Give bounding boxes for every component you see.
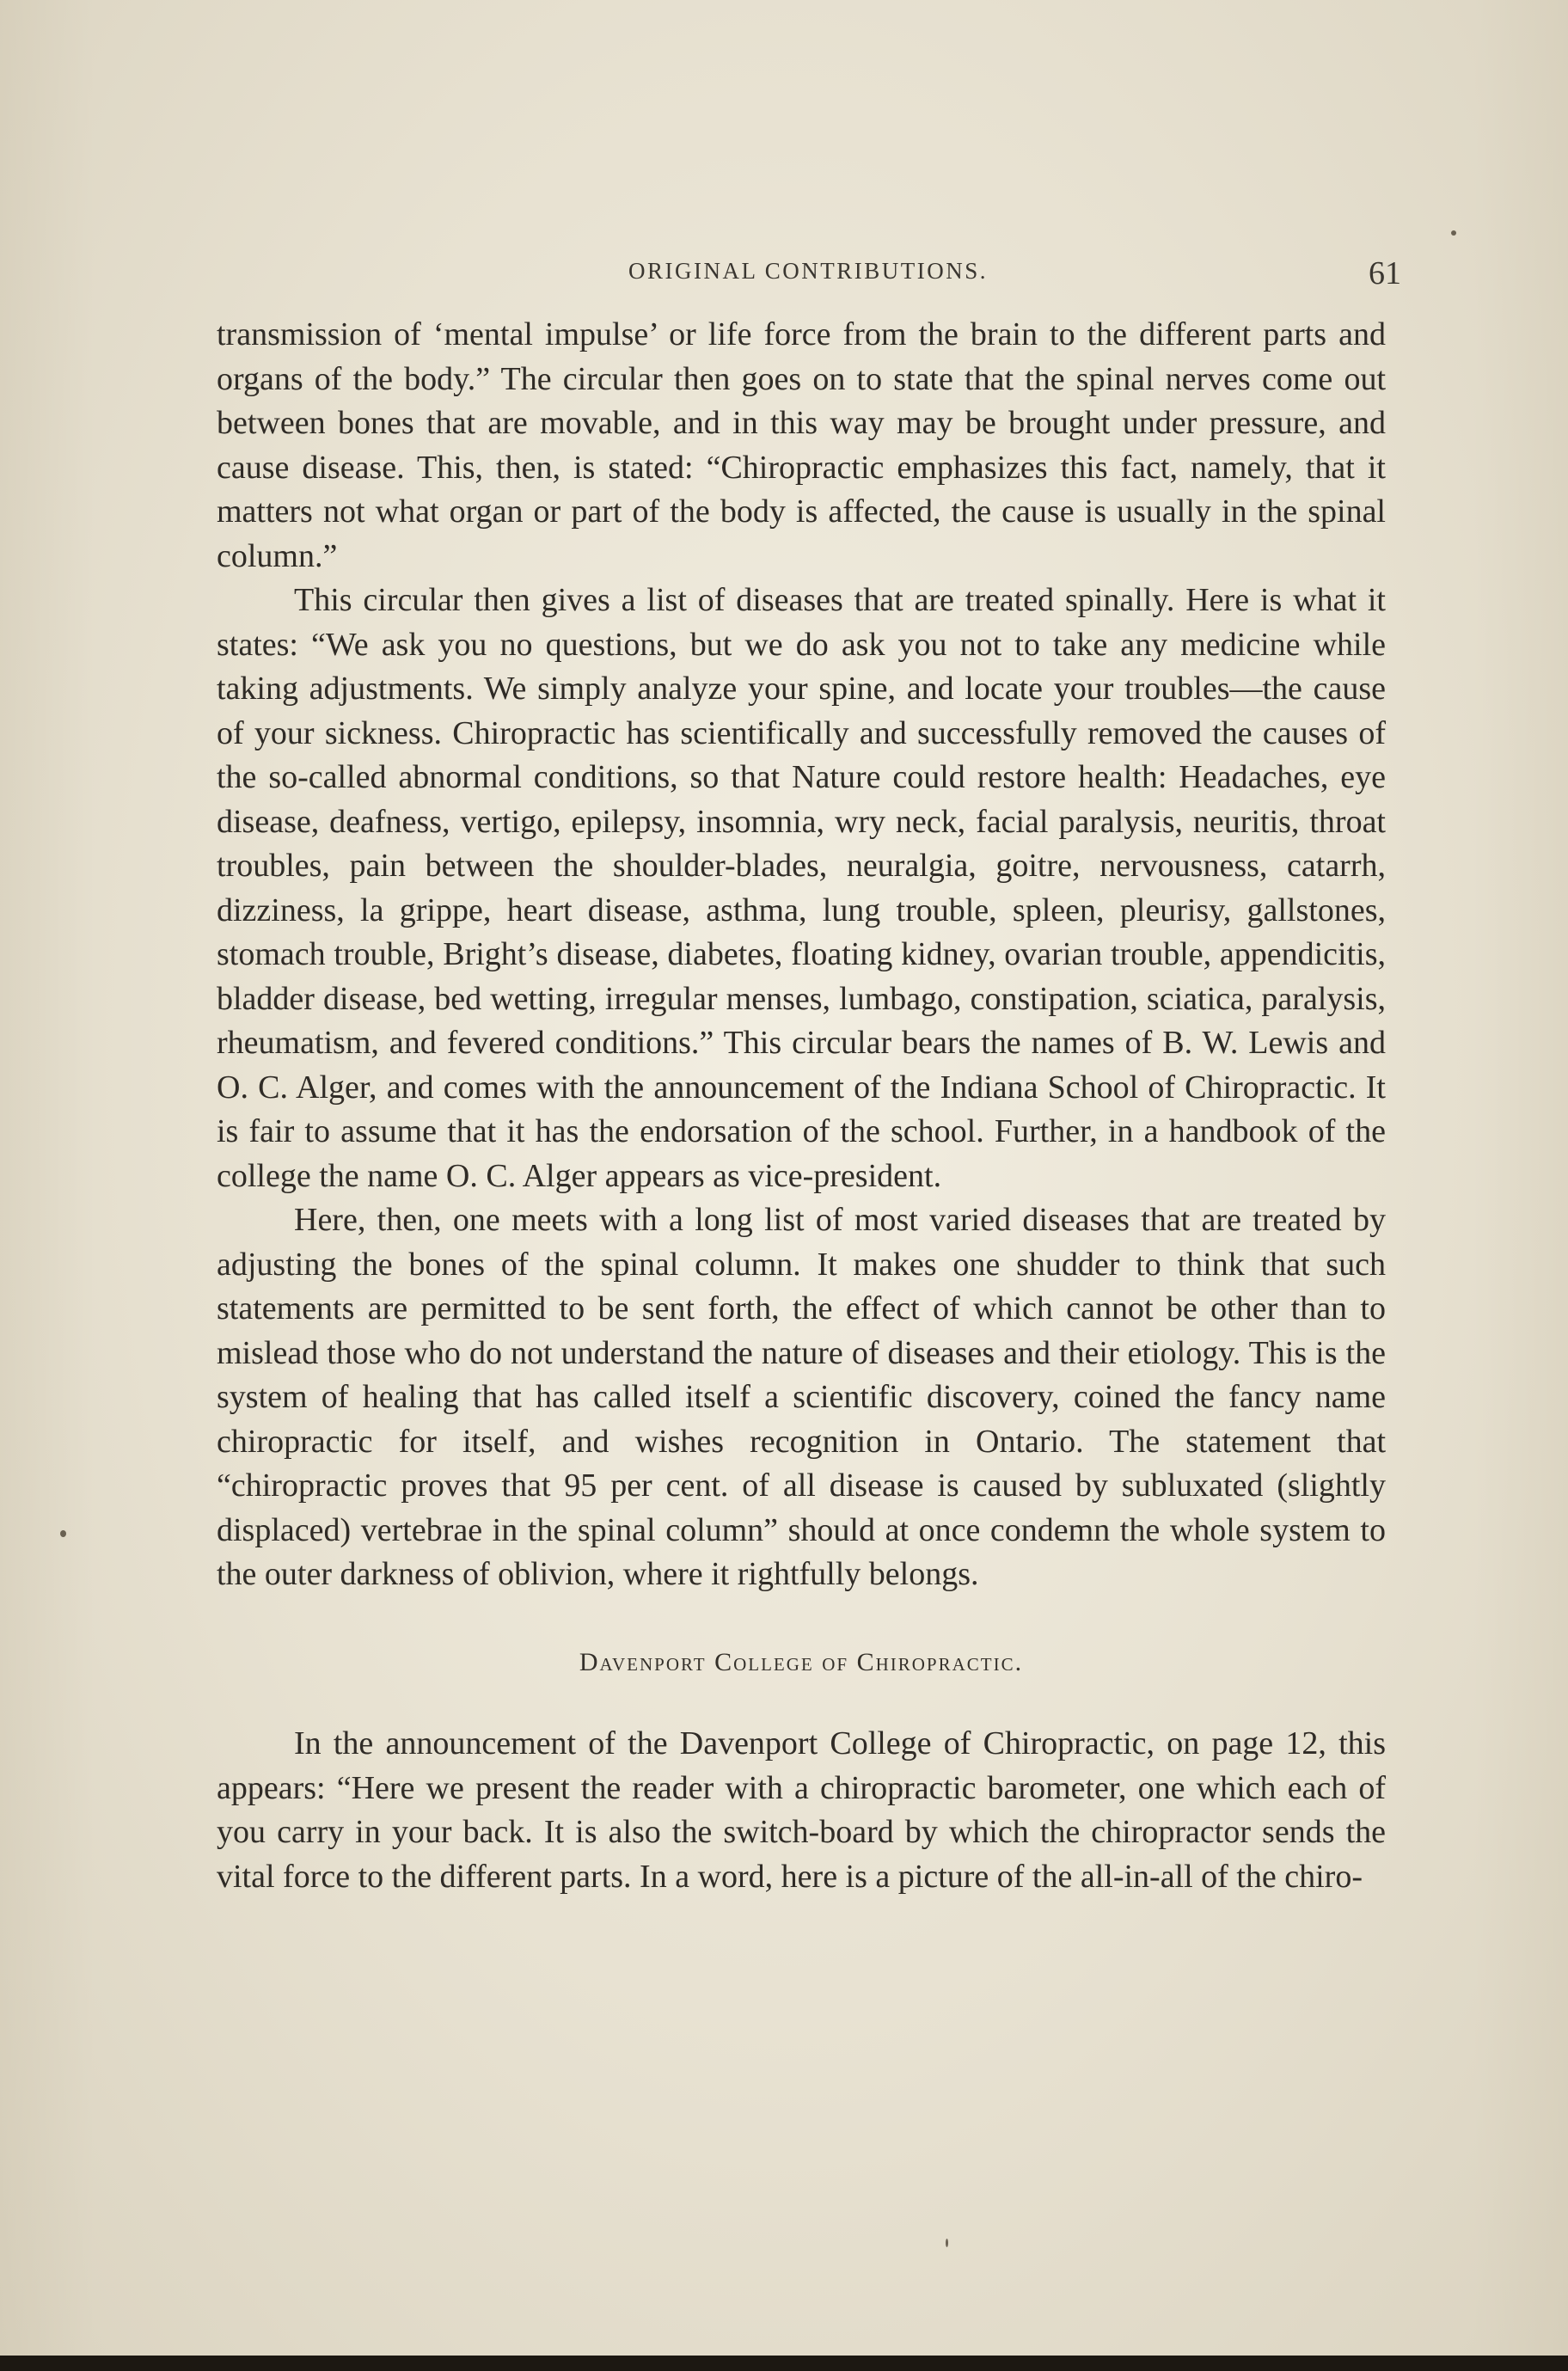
page-number: 61 [1369, 255, 1401, 291]
paper-speck [1451, 230, 1456, 236]
page-bottom-edge [0, 2356, 1568, 2371]
paper-speck [946, 2239, 948, 2247]
section-heading: Davenport College of Chiropractic. [579, 1647, 1024, 1676]
paragraph-davenport: In the announcement of the Davenport College of Chiropractic, on page 12, this appears: “Here we present the reader with a chiropractic barometer, one which each of you carry in your back. It is also the switch-board by which the chiropractor sends the vital force to the different parts. In a word, here is a picture of the all-in-all of the chiro- [217, 1725, 1386, 1895]
running-head [0, 254, 1568, 297]
body-text [217, 313, 1386, 1899]
running-title: ORIGINAL CONTRIBUTIONS. [628, 258, 988, 284]
paragraph-disease-list: This circular then gives a list of diseases that are treated spinally. Here is what it states: “We ask you no questions, but we do ask you not to take any medicine while taking adjustments. We simply analyze your spine, and locate your troubles—the cause of your sickness. Chiropractic has scientifically and successfully removed the causes of the so-called abnormal conditions, so that Nature could restore health: Headaches, eye disease, deafness, vertigo, epilepsy, insomnia, wry neck, facial paralysis, neuritis, throat troubles, pain between the shoulder-blades, neuralgia, goitre, nervousness, catarrh, dizziness, la grippe, heart disease, asthma, lung trouble, spleen, pleurisy, gallstones, stomach trouble, Bright’s disease, diabetes, floating kidney, ovarian trouble, appendicitis, bladder disease, bed wetting, irregular menses, lumbago, constipation, sciatica, paralysis, rheumatism, and fevered conditions.” This circular bears the names of B. W. Lewis and O. C. Alger, and comes with the announcement of the Indiana School of Chiropractic. It is fair to assume that it has the endorsation of the school. Further, in a handbook of the college the name O. C. Alger appears as vice-president. [217, 582, 1386, 1194]
paper-speck [60, 1530, 66, 1537]
paragraph-commentary: Here, then, one meets with a long list of most varied diseases that are treated by adjusting the bones of the spinal column. It makes one shudder to think that such statements are permitted to be sent forth, the effect of which cannot be other than to mislead those who do not understand the nature of diseases and their etiology. This is the system of healing that has called itself a scientific discovery, coined the fancy name chiropractic for itself, and wishes recognition in Ontario. The statement that “chiropractic proves that 95 per cent. of all disease is caused by subluxated (slightly displaced) vertebrae in the spinal column” should at once condemn the whole system to the outer darkness of oblivion, where it rightfully belongs. [217, 1202, 1386, 1592]
paragraph-continued: transmission of ‘mental impulse’ or life force from the brain to the different parts and organs of the body.” The circular then goes on to state that the spinal nerves come out between bones that are movable, and in this way may be brought under pressure, and cause disease. This, then, is stated: “Chiropractic emphasizes this fact, namely, that it matters not what organ or part of the body is affected, the cause is usually in the spinal column.” [217, 316, 1386, 574]
